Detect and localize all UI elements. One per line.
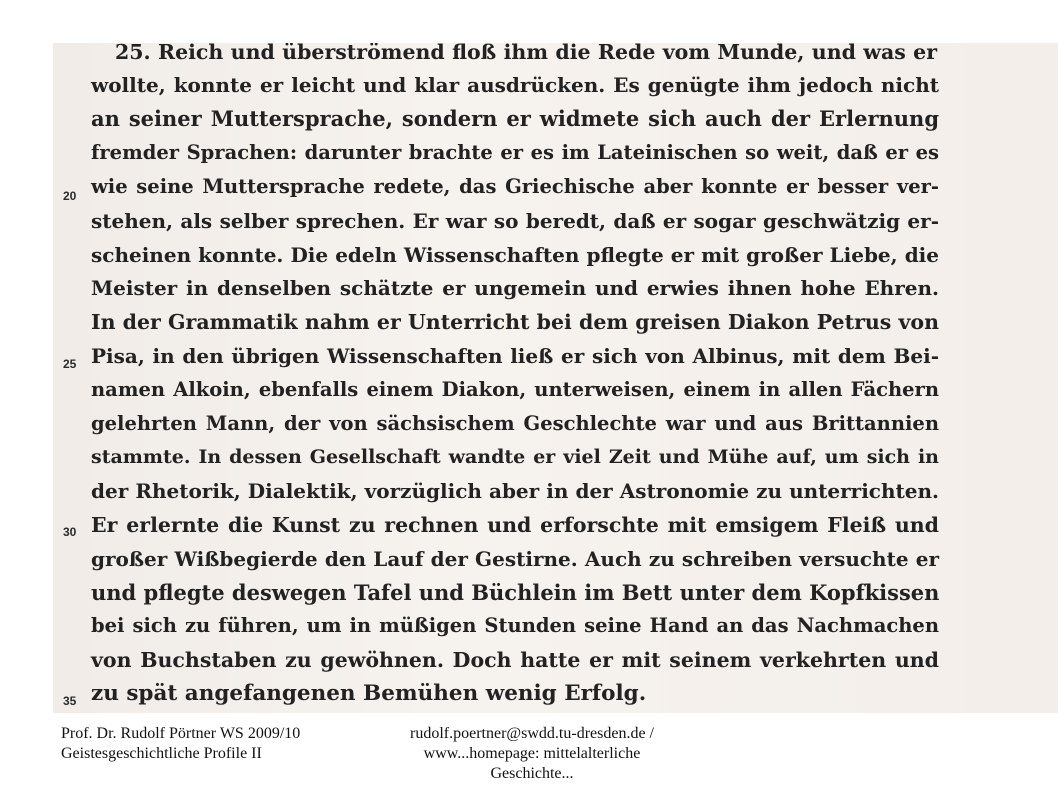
text-line: stammte. In dessen Gesellschaft wandte er viel Zeit und Mühe auf, um sich in xyxy=(91,446,939,468)
text-line: der Rhetorik, Dialektik, vorzüglich aber in der Astronomie zu unterrichten. xyxy=(91,479,939,503)
text-line: 25. Reich und überströmend floß ihm die Rede vom Munde, und was er xyxy=(115,43,937,64)
text-line: Er erlernte die Kunst zu rechnen und erforschte mit emsigem Fleiß und xyxy=(91,513,939,537)
text-line: großer Wißbegierde den Lauf der Gestirne. Auch zu schreiben versuchte er xyxy=(91,547,939,571)
line-number: 30 xyxy=(63,525,77,539)
text-line: In der Grammatik nahm er Unterricht bei dem greisen Diakon Petrus von xyxy=(91,310,939,334)
text-line: fremder Sprachen: darunter brachte er es im Lateinischen so weit, daß er es xyxy=(91,141,939,164)
text-line: gelehrten Mann, der von sächsischem Geschlechte war und aus Brittannien xyxy=(91,412,939,435)
text-line: wie seine Muttersprache redete, das Griechische aber konnte er besser ver- xyxy=(91,175,939,198)
text-line: an seiner Muttersprache, sondern er widmete sich auch der Erlernung xyxy=(91,106,939,131)
footer-contact: rudolf.poertner@swdd.tu-dresden.de / www...homepage: mittelalterliche Geschichte... xyxy=(410,725,654,782)
text-line: Pisa, in den übrigen Wissenschaften ließ er sich von Albinus, mit dem Bei- xyxy=(91,344,939,368)
text-line: namen Alkoin, ebenfalls einem Diakon, unterweisen, einem in allen Fächern xyxy=(91,378,939,401)
text-line: und pflegte deswegen Tafel und Büchlein im Bett unter dem Kopfkissen xyxy=(91,580,940,605)
text-line: scheinen konnte. Die edeln Wissenschaften pflegte er mit großer Liebe, die xyxy=(91,243,939,267)
line-number: 25 xyxy=(63,357,77,371)
text-line: wollte, konnte er leicht und klar ausdrücken. Es genügte ihm jedoch nicht xyxy=(91,73,939,97)
scanned-book-page xyxy=(53,43,1058,713)
footer-author: Prof. Dr. Rudolf Pörtner WS 2009/10 Geistesgeschichtliche Profile II xyxy=(61,725,301,762)
text-line: Meister in denselben schätzte er ungemein und erwies ihnen hohe Ehren. xyxy=(91,276,939,300)
line-number: 20 xyxy=(63,189,77,203)
text-line: von Buchstaben zu gewöhnen. Doch hatte er mit seinem verkehrten und xyxy=(91,648,939,672)
text-line: bei sich zu führen, um in müßigen Stunden seine Hand an das Nachmachen xyxy=(91,614,939,637)
text-line: zu spät angefangenen Bemühen wenig Erfolg. xyxy=(91,681,647,706)
text-line: stehen, als selber sprechen. Er war so beredt, daß er sogar geschwätzig er- xyxy=(91,209,939,233)
line-number: 35 xyxy=(63,694,77,708)
